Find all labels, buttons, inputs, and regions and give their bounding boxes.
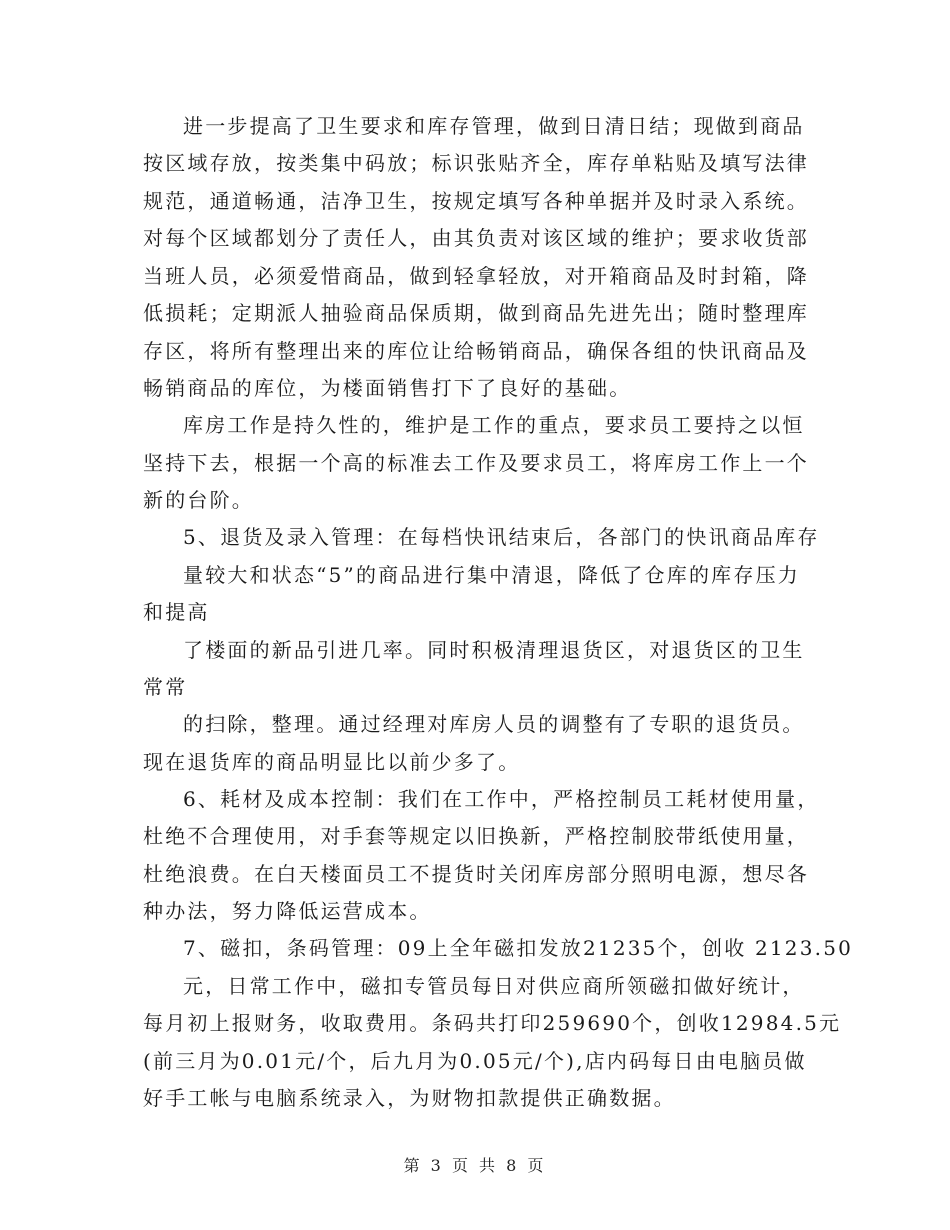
text-line: 对每个区域都划分了责任人，由其负责对该区域的维护；要求收货部 — [143, 226, 809, 250]
text-line: 了楼面的新品引进几率。同时积极清理退货区，对退货区的卫生 — [183, 638, 805, 662]
text-line: 库房工作是持久性的，维护是工作的重点，要求员工要持之以恒 — [183, 413, 805, 437]
text-line: (前三月为0.01元/个，后九月为0.05元/个),店内码每日由电脑员做 — [143, 1049, 807, 1073]
text-line: 常常 — [143, 675, 188, 699]
text-line: 新的台阶。 — [143, 488, 254, 512]
text-line: 按区域存放，按类集中码放；标识张贴齐全，库存单粘贴及填写法律 — [143, 151, 809, 175]
text-line: 量较大和状态“5”的商品进行集中清退，降低了仓库的库存压力 — [183, 563, 800, 587]
text-line: 坚持下去，根据一个高的标准去工作及要求员工，将库房工作上一个 — [143, 451, 809, 475]
text-line: 7、磁扣，条码管理：09上全年磁扣发放21235个，创收 2123.50 — [183, 936, 854, 960]
text-line: 6、耗材及成本控制：我们在工作中，严格控制员工耗材使用量， — [183, 787, 820, 811]
text-line: 当班人员，必须爱惜商品，做到轻拿轻放，对开箱商品及时封箱，降 — [143, 264, 809, 288]
text-line: 好手工帐与电脑系统录入，为财物扣款提供正确数据。 — [143, 1086, 676, 1110]
text-line: 进一步提高了卫生要求和库存管理，做到日清日结；现做到商品 — [183, 114, 805, 138]
text-line: 规范，通道畅通，洁净卫生，按规定填写各种单据并及时录入系统。 — [143, 189, 809, 213]
text-line: 低损耗；定期派人抽验商品保质期，做到商品先进先出；随时整理库 — [143, 301, 809, 325]
text-line: 和提高 — [143, 600, 210, 624]
text-line: 种办法，努力降低运营成本。 — [143, 899, 432, 923]
page-footer: 第 3 页 共 8 页 — [403, 1156, 547, 1175]
text-line: 现在退货库的商品明显比以前少多了。 — [143, 750, 521, 774]
text-line: 元，日常工作中，磁扣专管员每日对供应商所领磁扣做好统计， — [183, 974, 805, 998]
text-line: 每月初上报财务，收取费用。条码共打印259690个，创收12984.5元 — [143, 1011, 842, 1035]
text-line: 畅销商品的库位，为楼面销售打下了良好的基础。 — [143, 376, 632, 400]
text-line: 杜绝浪费。在白天楼面员工不提货时关闭库房部分照明电源，想尽各 — [143, 862, 809, 886]
text-line: 存区，将所有整理出来的库位让给畅销商品，确保各组的快讯商品及 — [143, 339, 809, 363]
text-line: 的扫除，整理。通过经理对库房人员的调整有了专职的退货员。 — [183, 712, 805, 736]
text-line: 5、退货及录入管理：在每档快讯结束后，各部门的快讯商品库存 — [183, 525, 820, 549]
text-line: 杜绝不合理使用，对手套等规定以旧换新，严格控制胶带纸使用量， — [143, 824, 809, 848]
